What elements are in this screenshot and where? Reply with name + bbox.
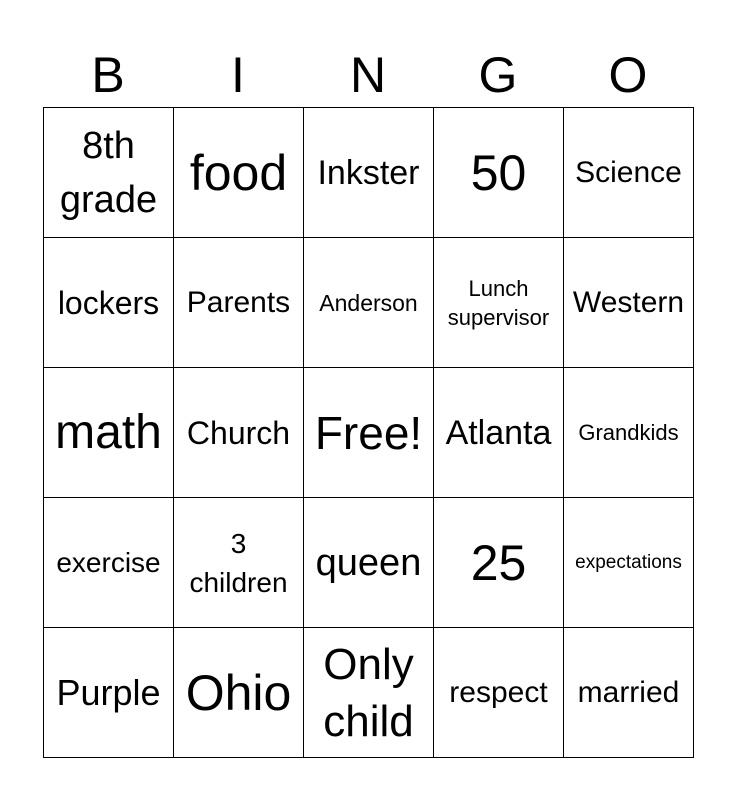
bingo-cell[interactable] bbox=[44, 628, 174, 758]
bingo-cell[interactable] bbox=[174, 498, 304, 628]
header-letter-n: N bbox=[349, 47, 387, 103]
bingo-cell-label: queen bbox=[315, 541, 422, 584]
bingo-cell[interactable] bbox=[304, 368, 434, 498]
bingo-cell-label: Only child bbox=[323, 639, 414, 746]
header-letter-b: B bbox=[91, 47, 125, 103]
bingo-row bbox=[44, 238, 694, 368]
bingo-cell[interactable] bbox=[434, 628, 564, 758]
bingo-cell-label: food bbox=[189, 144, 288, 201]
bingo-cell[interactable] bbox=[434, 238, 564, 368]
bingo-cell[interactable] bbox=[174, 108, 304, 238]
bingo-cell[interactable] bbox=[44, 498, 174, 628]
bingo-row bbox=[44, 498, 694, 628]
bingo-cell-label: lockers bbox=[57, 284, 160, 321]
bingo-header bbox=[43, 44, 693, 106]
bingo-row bbox=[44, 628, 694, 758]
bingo-cell[interactable] bbox=[304, 108, 434, 238]
bingo-row bbox=[44, 108, 694, 238]
bingo-cell-label: Ohio bbox=[185, 664, 292, 721]
bingo-cell[interactable] bbox=[564, 498, 694, 628]
bingo-cell[interactable] bbox=[564, 628, 694, 758]
bingo-cell[interactable] bbox=[304, 628, 434, 758]
bingo-cell-label: Parents bbox=[186, 285, 291, 319]
bingo-cell[interactable] bbox=[564, 108, 694, 238]
header-letter-g: G bbox=[478, 47, 518, 103]
bingo-cell[interactable] bbox=[434, 108, 564, 238]
bingo-cell[interactable] bbox=[564, 238, 694, 368]
bingo-cell[interactable] bbox=[564, 368, 694, 498]
bingo-row bbox=[44, 368, 694, 498]
bingo-cell-label: expectations bbox=[575, 551, 682, 573]
bingo-cell-label: married bbox=[577, 675, 680, 709]
bingo-cell[interactable] bbox=[434, 368, 564, 498]
bingo-cell-label: 3 children bbox=[189, 527, 288, 598]
bingo-cell-label: Lunch supervisor bbox=[447, 275, 550, 330]
bingo-cell-label: Church bbox=[186, 414, 291, 451]
bingo-cell-label: Inkster bbox=[317, 153, 420, 192]
bingo-cell-label: Free! bbox=[314, 406, 423, 459]
bingo-cell-label: Purple bbox=[56, 671, 161, 713]
header-letter-i: I bbox=[231, 47, 245, 103]
bingo-cell-label: Grandkids bbox=[578, 419, 679, 445]
bingo-cell-label: Anderson bbox=[319, 289, 418, 316]
bingo-cell[interactable] bbox=[304, 238, 434, 368]
bingo-cell[interactable] bbox=[174, 628, 304, 758]
bingo-cell-label: exercise bbox=[56, 546, 161, 578]
bingo-cell-label: Science bbox=[575, 155, 682, 189]
bingo-cell[interactable] bbox=[434, 498, 564, 628]
bingo-cell-label: 50 bbox=[470, 144, 527, 201]
bingo-cell-label: Western bbox=[572, 285, 685, 319]
bingo-cell[interactable] bbox=[304, 498, 434, 628]
bingo-cell-label: Atlanta bbox=[445, 413, 552, 452]
bingo-cell-label: math bbox=[55, 405, 162, 459]
bingo-cell[interactable] bbox=[44, 108, 174, 238]
bingo-cell-label: 8th grade bbox=[59, 124, 158, 221]
bingo-cell-label: respect bbox=[449, 675, 548, 709]
header-letter-o: O bbox=[608, 47, 648, 103]
bingo-cell[interactable] bbox=[174, 238, 304, 368]
bingo-cell[interactable] bbox=[44, 238, 174, 368]
bingo-cell[interactable] bbox=[174, 368, 304, 498]
bingo-cell-label: 25 bbox=[470, 534, 527, 591]
bingo-cell[interactable] bbox=[44, 368, 174, 498]
bingo-card bbox=[43, 107, 694, 758]
